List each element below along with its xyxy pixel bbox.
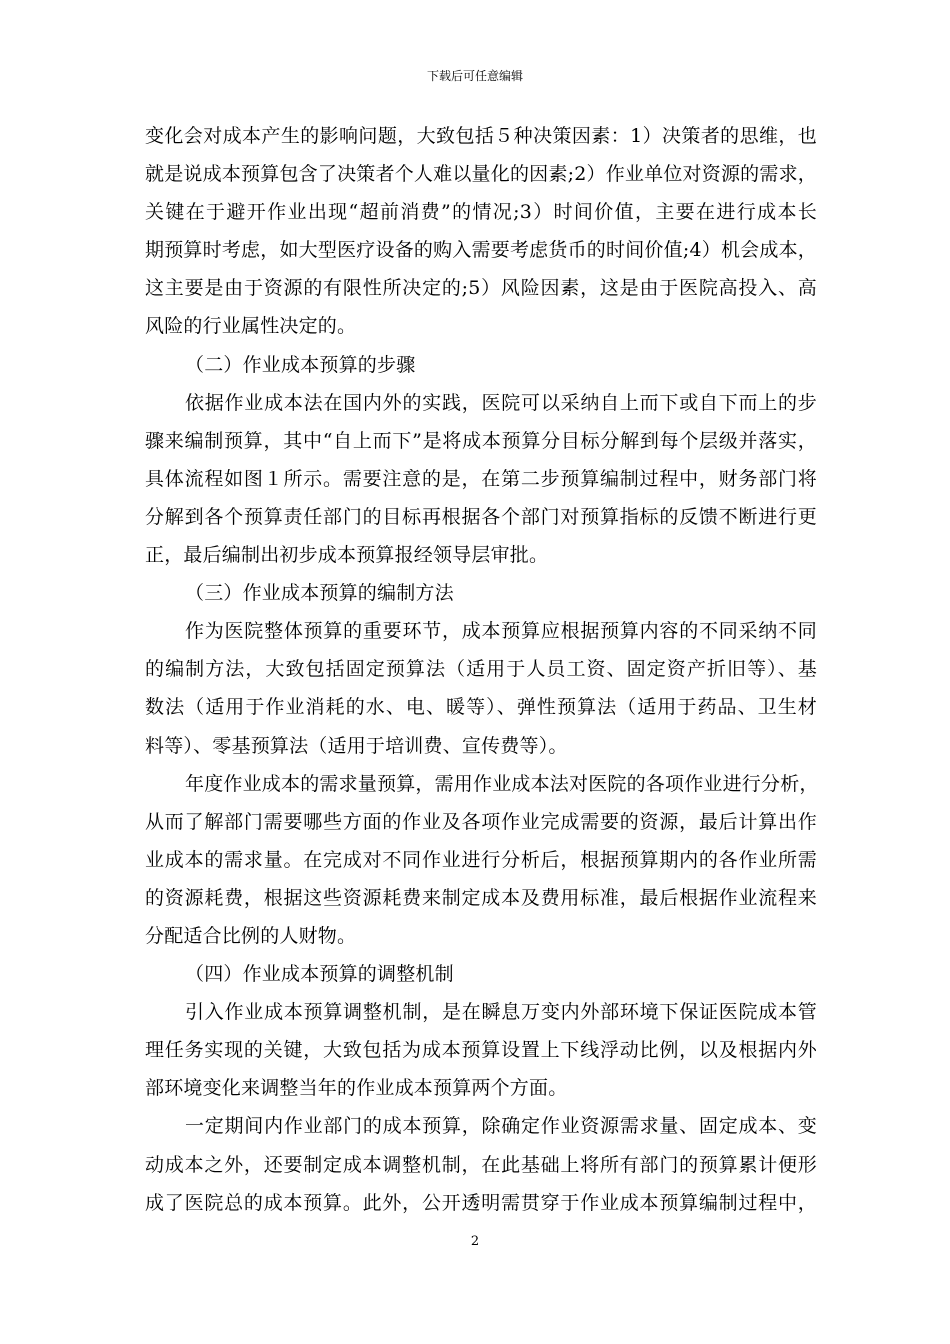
- section-heading: （四）作业成本预算的调整机制: [185, 963, 454, 986]
- section-heading: （三）作业成本预算的编制方法: [185, 582, 454, 605]
- text-line: 一定期间内作业部门的成本预算，除确定作业资源需求量、固定成本、变: [185, 1115, 817, 1138]
- text-line: 就是说成本预算包含了决策者个人难以量化的因素;2）作业单位对资源的需求，: [145, 163, 817, 186]
- text-line: 的编制方法，大致包括固定预算法（适用于人员工资、固定资产折旧等）、基: [145, 658, 817, 681]
- text-line: 正，最后编制出初步成本预算报经领导层审批。: [145, 544, 549, 567]
- text-line: 业成本的需求量。在完成对不同作业进行分析后，根据预算期内的各作业所需: [145, 848, 817, 871]
- text-line: 数法（适用于作业消耗的水、电、暖等）、弹性预算法（适用于药品、卫生材: [145, 696, 817, 719]
- text-line: 分解到各个预算责任部门的目标再根据各个部门对预算指标的反馈不断进行更: [145, 505, 817, 528]
- page-number: 2: [470, 1234, 480, 1249]
- text-line: 关键在于避开作业出现“超前消费”的情况;3）时间价值，主要在进行成本长: [145, 201, 817, 224]
- text-line: 理任务实现的关键，大致包括为成本预算设置上下线浮动比例，以及根据内外: [145, 1039, 817, 1062]
- text-line: 具体流程如图１所示。需要注意的是，在第二步预算编制过程中，财务部门将: [145, 467, 817, 490]
- text-line: 引入作业成本预算调整机制，是在瞬息万变内外部环境下保证医院成本管: [185, 1001, 817, 1024]
- section-heading: （二）作业成本预算的步骤: [185, 353, 416, 376]
- text-line: 部环境变化来调整当年的作业成本预算两个方面。: [145, 1077, 568, 1100]
- text-line: 从而了解部门需要哪些方面的作业及各项作业完成需要的资源，最后计算出作: [145, 810, 817, 833]
- text-line: 年度作业成本的需求量预算，需用作业成本法对医院的各项作业进行分析，: [185, 772, 819, 795]
- text-line: 这主要是由于资源的有限性所决定的;5）风险因素，这是由于医院高投入、高: [145, 277, 817, 300]
- text-line: 分配适合比例的人财物。: [145, 924, 357, 947]
- text-line: 动成本之外，还要制定成本调整机制，在此基础上将所有部门的预算累计便形: [145, 1153, 817, 1176]
- text-line: 成了医院总的成本预算。此外，公开透明需贯穿于作业成本预算编制过程中，: [145, 1191, 817, 1214]
- text-line: 骤来编制预算，其中“自上而下”是将成本预算分目标分解到每个层级并落实，: [145, 429, 817, 452]
- text-line: 作为医院整体预算的重要环节，成本预算应根据预算内容的不同采纳不同: [185, 620, 817, 643]
- text-line: 料等）、零基预算法（适用于培训费、宣传费等）。: [145, 734, 568, 757]
- text-line: 的资源耗费，根据这些资源耗费来制定成本及费用标准，最后根据作业流程来: [145, 886, 817, 909]
- text-line: 依据作业成本法在国内外的实践，医院可以采纳自上而下或自下而上的步: [185, 391, 817, 414]
- page-header: 下载后可任意编辑: [426, 69, 523, 83]
- text-line: 期预算时考虑，如大型医疗设备的购入需要考虑货币的时间价值;4）机会成本，: [145, 239, 817, 262]
- text-line: 变化会对成本产生的影响问题，大致包括５种决策因素：1）决策者的思维，也: [145, 125, 817, 147]
- document-body: [145, 117, 817, 1222]
- text-line: 风险的行业属性决定的。: [145, 315, 357, 338]
